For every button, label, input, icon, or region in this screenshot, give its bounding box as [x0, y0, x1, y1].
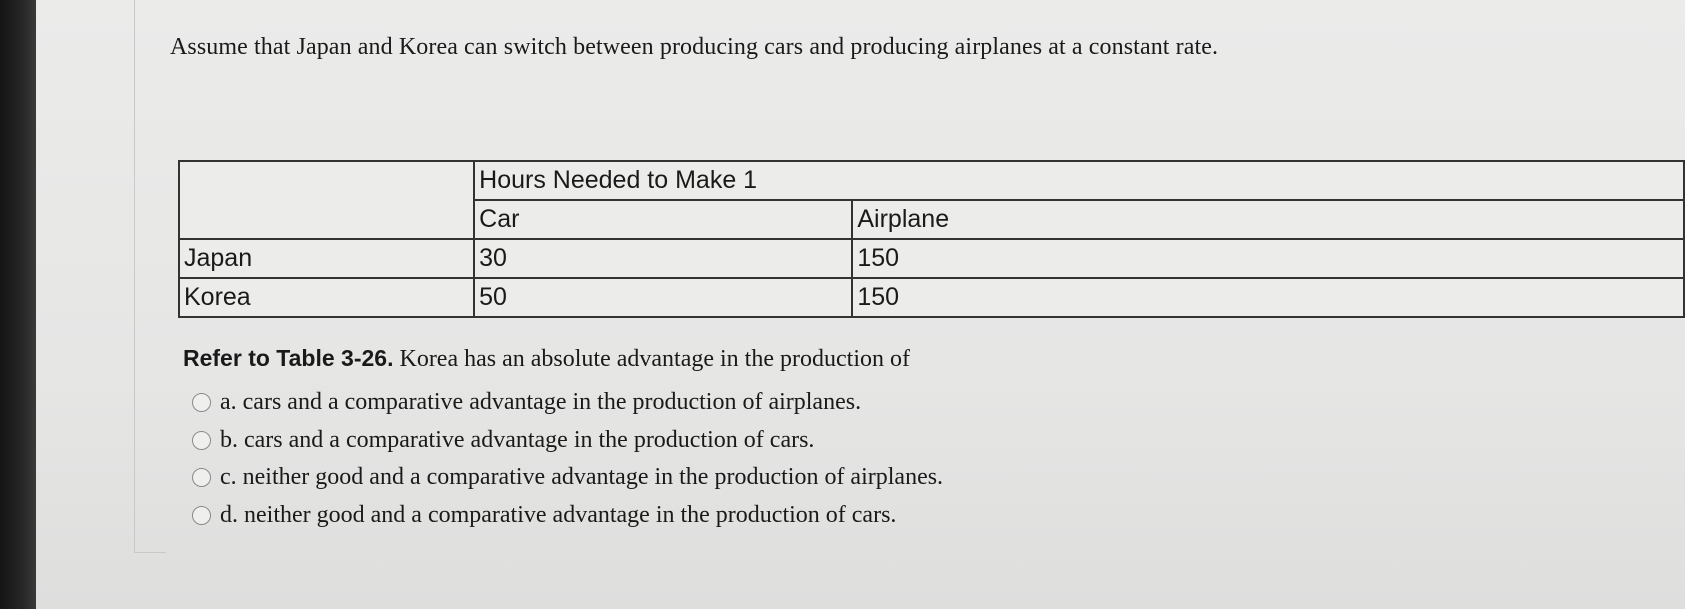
table-header-row: [179, 161, 1684, 200]
option-a-label: a. cars and a comparative advantage in the production of airplanes.: [220, 389, 862, 416]
cell-korea-airplane: 150: [852, 278, 1684, 317]
radio-button-b[interactable]: [192, 431, 211, 450]
row-label-korea: Korea: [179, 278, 474, 317]
option-b-label: b. cars and a comparative advantage in the production of cars.: [220, 426, 815, 453]
question-prompt: Korea has an absolute advantage in the production of: [393, 346, 910, 372]
frame-divider-horizontal: [134, 552, 166, 553]
col-header-car: Car: [474, 200, 852, 239]
radio-button-a[interactable]: [192, 393, 211, 412]
group-header-cell: Hours Needed to Make 1: [474, 161, 1684, 200]
option-d-label: d. neither good and a comparative advantage in the production of cars.: [220, 501, 897, 528]
radio-button-c[interactable]: [192, 468, 211, 487]
table-row: [179, 278, 1684, 317]
option-b[interactable]: [192, 422, 943, 460]
radio-button-d[interactable]: [192, 506, 211, 525]
answer-options: [192, 384, 943, 534]
row-label-japan: Japan: [179, 239, 474, 278]
empty-corner-cell: [179, 161, 474, 239]
option-c[interactable]: [192, 459, 943, 497]
table-reference: Refer to Table 3-26.: [183, 345, 394, 371]
col-header-airplane: Airplane: [852, 200, 1684, 239]
cell-japan-airplane: 150: [852, 239, 1684, 278]
frame-divider-vertical: [134, 0, 135, 552]
question-text: [183, 345, 910, 373]
cell-korea-car: 50: [474, 278, 852, 317]
hours-table: [178, 160, 1685, 318]
option-c-label: c. neither good and a comparative advantage in the production of airplanes.: [220, 464, 944, 491]
option-a[interactable]: [192, 384, 943, 422]
option-d[interactable]: [192, 497, 943, 535]
dark-left-edge: [0, 0, 36, 609]
cell-japan-car: 30: [474, 239, 852, 278]
intro-text: Assume that Japan and Korea can switch between producing cars and producing airplanes at a constant rate.: [170, 34, 1219, 60]
table-row: [179, 239, 1684, 278]
